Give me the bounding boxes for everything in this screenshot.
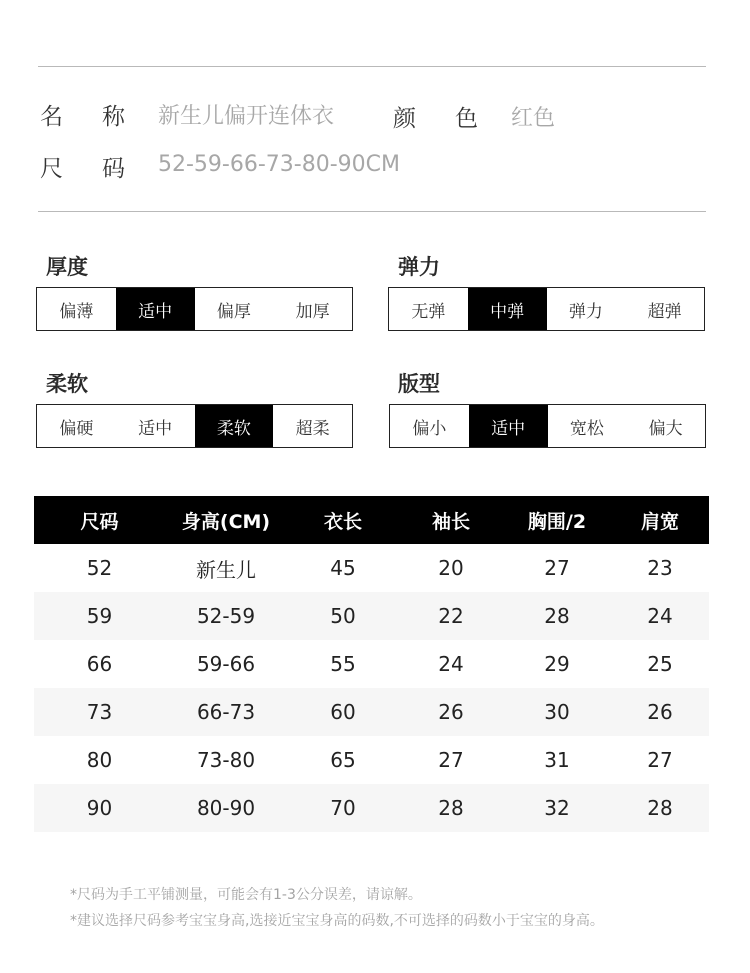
cell-height: 59-66: [196, 652, 256, 676]
cell-sleeve: 22: [438, 604, 464, 628]
size-label: 尺 码: [40, 156, 125, 182]
table-row: [34, 592, 709, 640]
size-value: 52-59-66-73-80-90CM: [158, 152, 400, 177]
top-divider: [38, 66, 706, 67]
table-row: [34, 640, 709, 688]
name-label: 名 称: [40, 104, 125, 130]
elasticity-option-selected: 中弹: [468, 288, 547, 330]
cell-shoulder: 28: [647, 796, 673, 820]
cell-chest: 31: [544, 748, 570, 772]
cell-size: 66: [86, 652, 113, 676]
fit-scale: [389, 404, 706, 448]
softness-option: 偏硬: [59, 418, 94, 439]
thickness-option-selected: 适中: [116, 288, 195, 330]
color-label: 颜 色: [393, 106, 478, 132]
mid-divider: [38, 211, 706, 212]
cell-length: 55: [330, 652, 356, 676]
measurement-note: *尺码为手工平铺测量，可能会有1-3公分误差，请谅解。: [70, 887, 422, 903]
header-sleeve: 袖长: [431, 510, 470, 533]
cell-size: 73: [86, 700, 113, 724]
cell-sleeve: 26: [438, 700, 464, 724]
fit-option: 偏大: [648, 418, 683, 439]
cell-chest: 28: [544, 604, 570, 628]
cell-shoulder: 24: [647, 604, 673, 628]
cell-chest: 32: [544, 796, 570, 820]
cell-height: 73-80: [196, 748, 256, 772]
softness-option: 适中: [138, 418, 173, 439]
size-table-header: [34, 496, 709, 544]
header-height: 身高(CM): [181, 510, 271, 533]
thickness-scale: [36, 287, 353, 331]
cell-shoulder: 26: [647, 700, 673, 724]
header-shoulder: 肩宽: [640, 510, 679, 533]
cell-size: 80: [86, 748, 113, 772]
softness-title: 柔软: [46, 372, 88, 396]
softness-option: 超柔: [295, 418, 330, 439]
softness-option-selected: 柔软: [195, 405, 274, 447]
size-advice-note: *建议选择尺码参考宝宝身高,选接近宝宝身高的码数,不可选择的码数小于宝宝的身高。: [70, 913, 604, 929]
cell-size: 90: [86, 796, 113, 820]
cell-length: 50: [330, 604, 356, 628]
cell-chest: 30: [544, 700, 570, 724]
table-row: [34, 784, 709, 832]
size-table: [34, 496, 709, 832]
thickness-option: 加厚: [295, 301, 330, 322]
elasticity-scale: [388, 287, 705, 331]
cell-height: 52-59: [196, 604, 256, 628]
cell-sleeve: 20: [438, 556, 464, 580]
thickness-title: 厚度: [46, 255, 88, 279]
table-row: [34, 688, 709, 736]
fit-option: 宽松: [569, 418, 604, 439]
cell-height: 80-90: [196, 796, 256, 820]
cell-length: 45: [330, 556, 356, 580]
cell-size: 52: [86, 556, 113, 580]
cell-sleeve: 28: [438, 796, 464, 820]
header-chest: 胸围/2: [527, 510, 587, 533]
header-length: 衣长: [323, 510, 362, 533]
table-row: [34, 544, 709, 592]
cell-sleeve: 27: [438, 748, 464, 772]
cell-height: 新生儿: [196, 557, 256, 582]
header-size: 尺码: [80, 510, 119, 533]
elasticity-option: 弹力: [568, 301, 603, 322]
thickness-option: 偏厚: [216, 301, 251, 322]
cell-height: 66-73: [196, 700, 256, 724]
softness-scale: [36, 404, 353, 448]
cell-length: 65: [330, 748, 356, 772]
name-value: 新生儿偏开连体衣: [158, 104, 335, 129]
cell-shoulder: 27: [647, 748, 673, 772]
cell-chest: 27: [544, 556, 570, 580]
thickness-option: 偏薄: [59, 301, 94, 322]
cell-length: 70: [330, 796, 356, 820]
table-row: [34, 736, 709, 784]
elasticity-title: 弹力: [398, 255, 440, 279]
cell-size: 59: [86, 604, 113, 628]
cell-shoulder: 25: [647, 652, 673, 676]
fit-option: 偏小: [412, 418, 447, 439]
color-value: 红色: [511, 106, 556, 131]
cell-sleeve: 24: [438, 652, 464, 676]
cell-shoulder: 23: [647, 556, 673, 580]
elasticity-option: 无弹: [411, 301, 446, 322]
elasticity-option: 超弹: [647, 301, 682, 322]
fit-title: 版型: [398, 372, 440, 396]
cell-length: 60: [330, 700, 356, 724]
cell-chest: 29: [544, 652, 570, 676]
fit-option-selected: 适中: [469, 405, 548, 447]
